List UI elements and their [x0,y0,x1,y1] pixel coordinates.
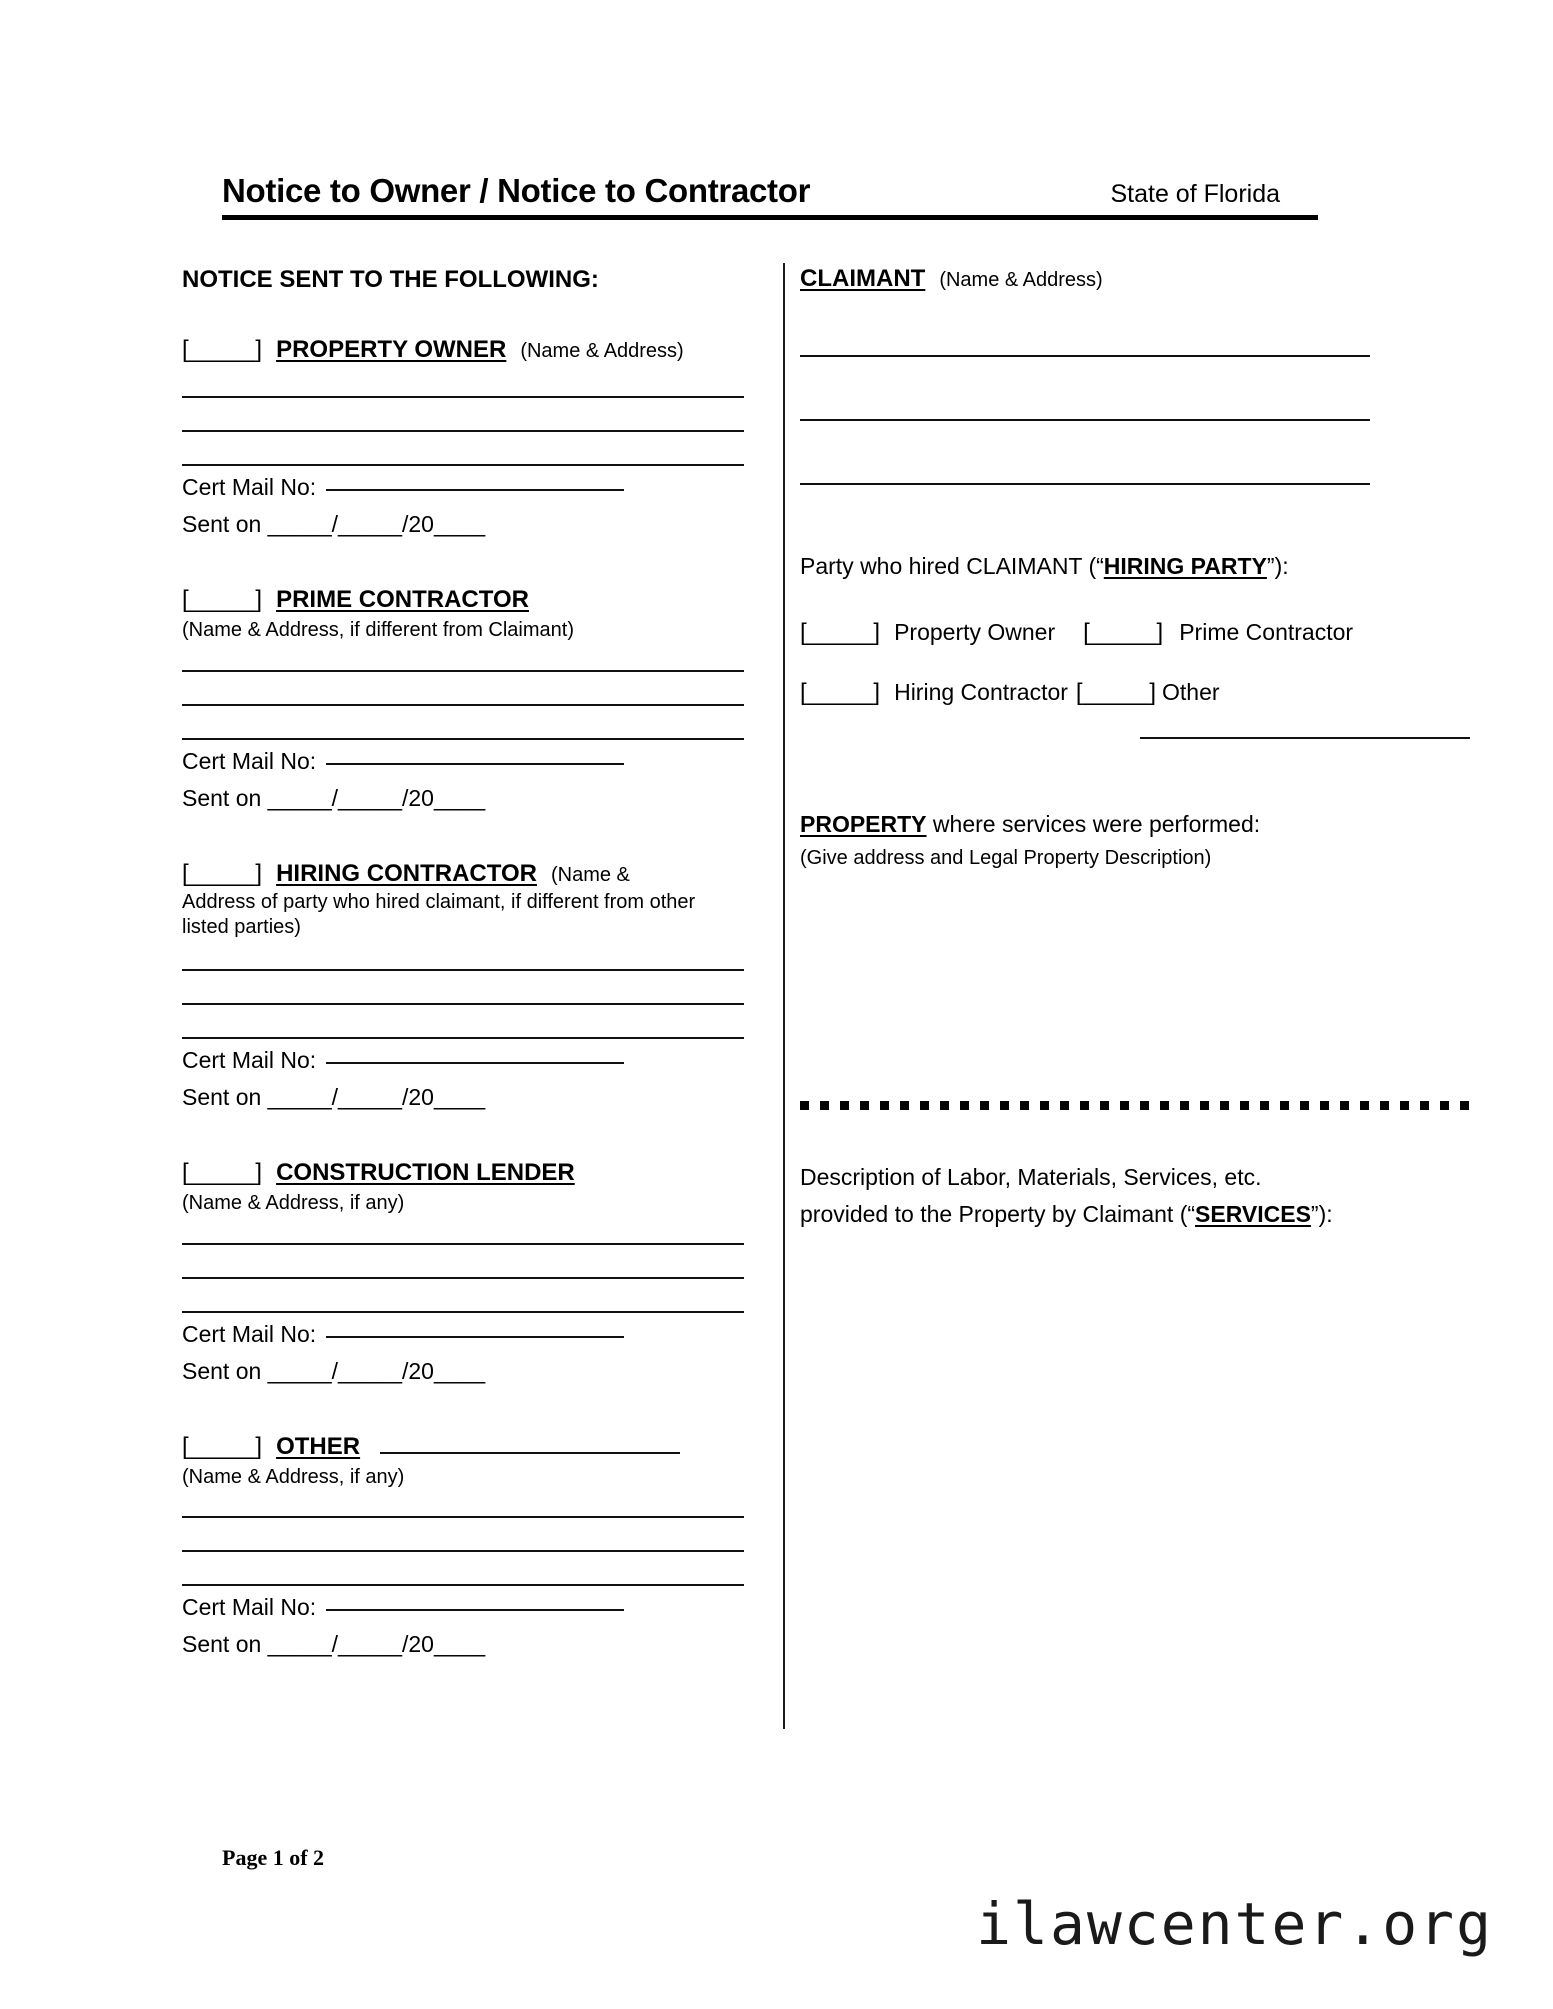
services-term: SERVICES [1195,1200,1311,1227]
cert-mail-input[interactable] [326,763,624,765]
property-description-area[interactable] [800,871,1480,1101]
party-block-construction-lender [182,1159,752,1385]
option-label-hiring-contractor: Hiring Contractor [894,679,1068,706]
blank-line[interactable] [182,396,744,398]
cert-mail-input[interactable] [326,489,624,491]
sent-on-construction-lender[interactable]: Sent on _____/_____/20____ [182,1357,486,1384]
hiring-party-prefix: Party who hired CLAIMANT (“ [800,553,1104,579]
blank-line[interactable] [182,1277,744,1279]
services-suffix: ”): [1310,1200,1333,1227]
party-header-other [182,1433,752,1461]
services-line-1: Description of Labor, Materials, Services, etc. [800,1164,1262,1191]
services-line-2 [800,1199,1480,1229]
party-header-prime-contractor [182,586,752,614]
claimant-header [800,265,1480,293]
dotted-separator [800,1101,1472,1110]
cert-mail-label: Cert Mail No: [182,1320,317,1347]
hiring-party-question [800,551,1480,581]
address-lines-prime-contractor [182,670,752,740]
hiring-party-options-row-1 [800,619,1480,647]
party-note-construction-lender: (Name & Address, if any) [182,1192,405,1215]
services-description-area[interactable] [800,1229,1480,1549]
checkbox-hiring-party-property-owner[interactable]: [_____] [800,619,881,647]
hiring-party-suffix: ”): [1266,553,1289,579]
party-block-other [182,1433,752,1659]
option-label-other: Other [1162,679,1220,706]
blank-line[interactable] [182,1243,744,1245]
blank-line[interactable] [182,969,744,971]
blank-line[interactable] [182,1550,744,1552]
cert-mail-row-other [182,1594,752,1621]
sent-on-hiring-contractor[interactable]: Sent on _____/_____/20____ [182,1084,486,1111]
option-label-property-owner: Property Owner [894,619,1056,646]
cert-mail-input[interactable] [326,1609,624,1611]
option-label-prime-contractor: Prime Contractor [1179,619,1354,646]
blank-line[interactable] [182,1003,744,1005]
watermark: ilawcenter.org [976,1890,1493,1958]
cert-mail-label: Cert Mail No: [182,1047,317,1074]
cert-mail-row-hiring-contractor [182,1047,752,1074]
column-divider [783,263,785,1729]
cert-mail-input[interactable] [326,1062,624,1064]
cert-mail-input[interactable] [326,1336,624,1338]
party-label-property-owner: PROPERTY OWNER [276,336,507,364]
document-header [222,172,1318,220]
property-note: (Give address and Legal Property Description) [800,846,1212,869]
blank-line[interactable] [800,355,1370,357]
hiring-party-term: HIRING PARTY [1103,553,1267,579]
other-name-input[interactable] [380,1452,680,1454]
hiring-party-other-input[interactable] [1140,737,1470,739]
property-label: PROPERTY [800,811,927,838]
cert-mail-label: Cert Mail No: [182,474,317,501]
address-lines-other [182,1516,752,1586]
party-note-prime-contractor: (Name & Address, if different from Claimant) [182,619,574,642]
claimant-address-lines [800,355,1480,485]
property-heading-rest: where services were performed: [932,811,1261,838]
page-number: Page 1 of 2 [222,1845,325,1870]
party-note-other: (Name & Address, if any) [182,1465,405,1488]
checkbox-hiring-party-other[interactable]: [_____] [1075,679,1156,707]
party-note-hiring-contractor: Address of party who hired claimant, if different from other listed parties) [182,890,696,939]
blank-line[interactable] [182,464,744,466]
checkbox-construction-lender[interactable]: [_____] [182,1159,263,1187]
party-paren-hiring-contractor: (Name & [550,863,630,886]
claimant-label: CLAIMANT [800,265,926,292]
checkbox-hiring-contractor[interactable]: [_____] [182,859,263,887]
checkbox-hiring-party-hiring-contractor[interactable]: [_____] [800,679,881,707]
blank-line[interactable] [182,1037,744,1039]
party-block-property-owner [182,336,752,538]
blank-line[interactable] [182,670,744,672]
checkbox-prime-contractor[interactable]: [_____] [182,586,263,614]
party-header-hiring-contractor [182,860,752,888]
party-label-prime-contractor: PRIME CONTRACTOR [276,586,529,614]
blank-line[interactable] [182,1516,744,1518]
party-header-property-owner [182,336,752,364]
checkbox-other[interactable]: [_____] [182,1432,263,1460]
party-label-hiring-contractor: HIRING CONTRACTOR [276,859,537,887]
blank-line[interactable] [182,1584,744,1586]
party-label-construction-lender: CONSTRUCTION LENDER [276,1159,575,1187]
cert-mail-label: Cert Mail No: [182,747,317,774]
address-lines-construction-lender [182,1243,752,1313]
cert-mail-row-property-owner [182,474,752,501]
blank-line[interactable] [800,419,1370,421]
party-paren-property-owner: (Name & Address) [520,340,684,363]
address-lines-property-owner [182,396,752,466]
party-block-prime-contractor [182,586,752,812]
left-column [182,265,752,1658]
checkbox-hiring-party-prime-contractor[interactable]: [_____] [1083,619,1164,647]
blank-line[interactable] [182,704,744,706]
notice-sent-heading: NOTICE SENT TO THE FOLLOWING: [182,266,599,293]
sent-on-prime-contractor[interactable]: Sent on _____/_____/20____ [182,784,486,811]
state-label: State of Florida [1110,180,1280,208]
checkbox-property-owner[interactable]: [_____] [182,336,263,364]
blank-line[interactable] [182,1311,744,1313]
cert-mail-row-construction-lender [182,1321,752,1348]
cert-mail-label: Cert Mail No: [182,1594,317,1621]
services-prefix: provided to the Property by Claimant (“ [800,1200,1196,1227]
property-heading [800,809,1480,839]
party-header-construction-lender [182,1159,752,1187]
blank-line[interactable] [182,430,744,432]
page-title: Notice to Owner / Notice to Contractor [222,172,811,209]
address-lines-hiring-contractor [182,969,752,1039]
blank-line[interactable] [800,483,1370,485]
party-block-hiring-contractor [182,860,752,1111]
right-column [800,265,1480,1549]
party-label-other: OTHER [276,1432,361,1460]
sent-on-other[interactable]: Sent on _____/_____/20____ [182,1631,486,1658]
cert-mail-row-prime-contractor [182,748,752,775]
sent-on-property-owner[interactable]: Sent on _____/_____/20____ [182,511,486,538]
blank-line[interactable] [182,738,744,740]
hiring-party-options-row-2 [800,679,1480,707]
claimant-paren: (Name & Address) [939,269,1103,291]
